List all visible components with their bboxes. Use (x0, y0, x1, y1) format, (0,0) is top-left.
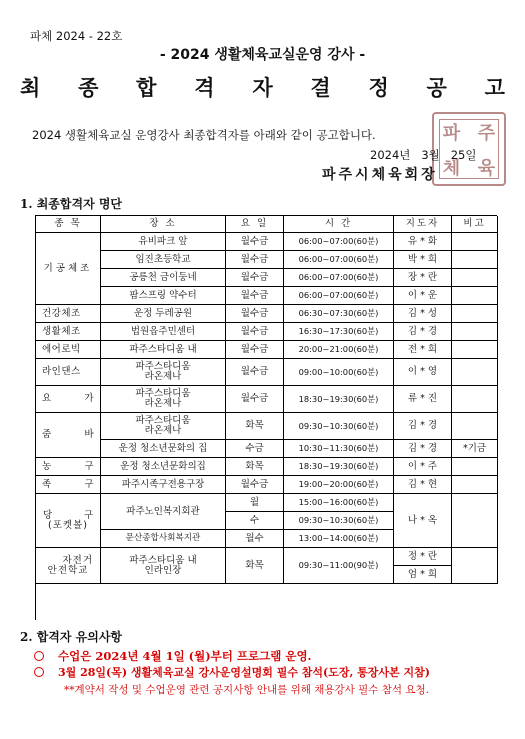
day-cell: 수 (226, 512, 284, 530)
category-sub-label: 안전학교 (47, 564, 89, 576)
category-cell: 기공체조 (36, 233, 101, 305)
time-cell: 09:30~11:00(90분) (284, 548, 394, 584)
leader-cell: 이 * 영 (394, 359, 452, 386)
place-text: 파주스타디움 라온제나 (135, 388, 191, 409)
section-heading-notes: 2. 합격자 유의사항 (20, 630, 123, 644)
category-cell: 건강체조 (36, 305, 101, 323)
document-title (20, 72, 505, 102)
leader-cell: 장 * 란 (394, 269, 452, 287)
title-char: 고 (484, 76, 505, 100)
header-cell: 지도자 (394, 216, 452, 233)
time-cell: 06:00~07:00(60분) (284, 251, 394, 269)
leader-cell: 유 * 화 (394, 233, 452, 251)
notice-item (34, 648, 312, 664)
category-cell (36, 458, 101, 476)
day-cell: 월 (226, 494, 284, 512)
day-cell: 월수금 (226, 233, 284, 251)
note-cell (452, 341, 498, 359)
note-cell (452, 323, 498, 341)
place-cell (101, 386, 226, 413)
place-cell: 운정 청소년문화의 집 (101, 440, 226, 458)
intro-text: 2024 생활체육교실 운영강사 최종합격자를 아래와 같이 공고합니다. (32, 128, 376, 142)
leader-cell: 이 * 주 (394, 458, 452, 476)
place-cell: 운정 청소년문화의집 (101, 458, 226, 476)
category-char: 요 (42, 393, 52, 405)
day-cell: 월수금 (226, 323, 284, 341)
place-cell: 파주스타디움 내 (101, 341, 226, 359)
time-cell: 16:30~17:30(60분) (284, 323, 394, 341)
time-cell: 09:30~10:30(60분) (284, 512, 394, 530)
announcement-date: 2024년 3월 25일 (370, 148, 477, 162)
place-cell: 임진초등학교 (101, 251, 226, 269)
category-char: 족 (42, 478, 52, 490)
category-char: 가 (84, 393, 94, 405)
note-cell (452, 287, 498, 305)
day-cell: 수금 (226, 440, 284, 458)
leader-cell: 김 * 경 (394, 323, 452, 341)
title-char: 결 (310, 76, 331, 100)
category-char: 줌 (42, 429, 52, 441)
time-cell: 10:30~11:30(60분) (284, 440, 394, 458)
place-cell: 파주노인복지회관 (101, 494, 226, 530)
time-cell: 19:00~20:00(60분) (284, 476, 394, 494)
place-text: 파주스타디움 라온제나 (135, 415, 191, 436)
note-cell (452, 476, 498, 494)
day-cell: 화목 (226, 413, 284, 440)
leader-cell: 전 * 희 (394, 341, 452, 359)
day-cell: 화목 (226, 458, 284, 476)
notice-text: 3월 28일(목) 생활체육교실 강사운영설명회 필수 참석(도장, 통장사본 지참) (58, 666, 430, 679)
header-cell: 시 간 (284, 216, 394, 233)
leader-cell: 엄 * 희 (394, 566, 452, 584)
time-cell: 20:00~21:00(60분) (284, 341, 394, 359)
seal-char: 파 (442, 122, 461, 144)
leader-cell: 김 * 현 (394, 476, 452, 494)
title-char: 종 (78, 76, 99, 100)
day-cell: 월수금 (226, 341, 284, 359)
title-char: 자 (252, 76, 273, 100)
title-char: 격 (194, 76, 215, 100)
title-char: 합 (136, 76, 157, 100)
title-char: 최 (20, 76, 41, 100)
leader-cell: 나 * 옥 (394, 494, 452, 548)
time-cell: 18:30~19:30(60분) (284, 458, 394, 476)
category-cell: 에어로빅 (36, 341, 101, 359)
note-cell (452, 359, 498, 386)
time-cell: 09:30~10:30(60분) (284, 413, 394, 440)
notice-footnote: **계약서 작성 및 수업운영 관련 공지사항 안내를 위해 채용강사 필수 참석 요청. (64, 684, 429, 696)
category-cell (36, 413, 101, 458)
category-sub-label: (포켓볼) (48, 519, 88, 531)
time-cell: 18:30~19:30(60분) (284, 386, 394, 413)
note-cell (452, 386, 498, 413)
title-char: 정 (368, 76, 389, 100)
circle-bullet-icon (34, 651, 44, 661)
leader-cell: 류 * 진 (394, 386, 452, 413)
category-char: 구 (84, 478, 94, 490)
day-cell: 화목 (226, 548, 284, 584)
document-subtitle: - 2024 생활체육교실운영 강사 - (159, 47, 366, 63)
category-label: 자전거 (62, 554, 93, 566)
notice-text: 수업은 2024년 4월 1일 (월)부터 프로그램 운영. (58, 649, 312, 663)
place-cell: 파주시족구전용구장 (101, 476, 226, 494)
category-cell (36, 494, 101, 548)
category-char: 바 (84, 429, 94, 441)
note-cell (452, 494, 498, 548)
place-text: 파주스타디움 라온제나 (135, 361, 191, 382)
circle-bullet-icon (34, 667, 44, 677)
category-cell (36, 386, 101, 413)
note-cell (452, 269, 498, 287)
category-char: 농 (42, 460, 52, 472)
note-cell (452, 458, 498, 476)
category-cell (36, 548, 101, 584)
time-cell: 06:00~07:00(60분) (284, 287, 394, 305)
seal-char: 육 (477, 157, 496, 179)
header-cell: 장 소 (101, 216, 226, 233)
leader-cell: 김 * 경 (394, 413, 452, 440)
title-char: 공 (426, 76, 447, 100)
leader-cell: 이 * 운 (394, 287, 452, 305)
place-cell (101, 413, 226, 440)
category-char: 당 (43, 509, 53, 521)
section-heading-list: 1. 최종합격자 명단 (20, 197, 123, 211)
seal-char: 체 (442, 157, 461, 179)
day-cell: 월수금 (226, 476, 284, 494)
place-cell (101, 548, 226, 584)
day-cell: 월수금 (226, 287, 284, 305)
place-cell: 문산종합사회복지관 (101, 530, 226, 548)
place-cell: 팜스프링 약수터 (101, 287, 226, 305)
place-cell: 운정 두레공원 (101, 305, 226, 323)
notice-item (34, 664, 430, 680)
time-cell: 06:30~07:30(60분) (284, 305, 394, 323)
leader-cell: 박 * 희 (394, 251, 452, 269)
day-cell: 월수금 (226, 386, 284, 413)
header-cell: 요 일 (226, 216, 284, 233)
category-cell: 라인댄스 (36, 359, 101, 386)
header-cell: 비고 (452, 216, 498, 233)
day-cell: 월수금 (226, 251, 284, 269)
note-cell (452, 233, 498, 251)
issuer-name: 파주시체육회장 (322, 167, 438, 183)
place-cell: 공릉천 금이둥네 (101, 269, 226, 287)
place-cell: 법원읍주민센터 (101, 323, 226, 341)
place-cell: 유비파크 앞 (101, 233, 226, 251)
category-label (37, 511, 99, 521)
leader-cell: 김 * 경 (394, 440, 452, 458)
document-number: 파체 2024 - 22호 (30, 29, 123, 43)
time-cell: 09:00~10:00(60분) (284, 359, 394, 386)
note-cell (452, 413, 498, 440)
place-cell (101, 359, 226, 386)
category-cell (36, 476, 101, 494)
category-char: 구 (83, 509, 93, 521)
day-cell: 월수금 (226, 359, 284, 386)
header-cell: 종 목 (36, 216, 101, 233)
finalists-table (35, 215, 497, 620)
time-cell: 15:00~16:00(60분) (284, 494, 394, 512)
leader-cell: 정 * 란 (394, 548, 452, 566)
day-cell: 월수금 (226, 269, 284, 287)
time-cell: 06:00~07:00(60분) (284, 269, 394, 287)
note-cell (452, 305, 498, 323)
day-cell: 월수금 (226, 305, 284, 323)
seal-char: 주 (477, 122, 496, 144)
note-cell (452, 251, 498, 269)
day-cell: 월수 (226, 530, 284, 548)
category-cell: 생활체조 (36, 323, 101, 341)
leader-cell: 김 * 성 (394, 305, 452, 323)
time-cell: 06:00~07:00(60분) (284, 233, 394, 251)
note-cell: *기금 (452, 440, 498, 458)
category-char: 구 (84, 460, 94, 472)
time-cell: 13:00~14:00(60분) (284, 530, 394, 548)
note-cell (452, 548, 498, 584)
place-text: 파주스타디움 내 인라인장 (129, 554, 197, 576)
